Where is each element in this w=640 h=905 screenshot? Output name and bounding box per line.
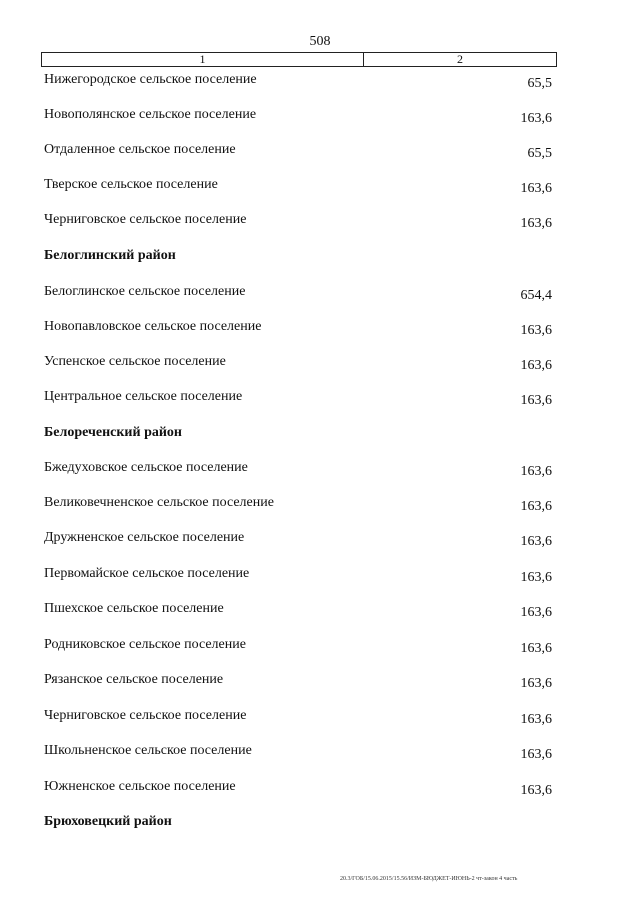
table-row bbox=[44, 743, 556, 763]
settlement-value: 163,6 bbox=[520, 605, 552, 620]
settlement-value: 163,6 bbox=[520, 534, 552, 549]
table-row bbox=[44, 284, 556, 304]
page-number: 508 bbox=[309, 34, 331, 49]
settlement-name: Бжедуховское сельское поселение bbox=[44, 460, 248, 475]
settlement-value: 163,6 bbox=[520, 747, 552, 762]
table-row bbox=[44, 601, 556, 621]
settlement-name: Черниговское сельское поселение bbox=[44, 212, 247, 227]
settlement-value: 65,5 bbox=[527, 76, 552, 91]
settlement-value: 163,6 bbox=[520, 783, 552, 798]
settlement-name: Рязанское сельское поселение bbox=[44, 672, 224, 687]
settlement-name: Дружненское сельское поселение bbox=[44, 530, 245, 545]
settlement-value: 65,5 bbox=[527, 146, 552, 161]
settlement-name: Пшехское сельское поселение bbox=[44, 601, 224, 616]
settlement-value: 163,6 bbox=[520, 111, 552, 126]
settlement-value: 163,6 bbox=[520, 323, 552, 338]
table-row bbox=[44, 107, 556, 127]
settlement-value: 163,6 bbox=[520, 216, 552, 231]
table-row bbox=[44, 460, 556, 480]
table-row bbox=[44, 566, 556, 586]
settlement-name: Школьненское сельское поселение bbox=[44, 743, 252, 758]
settlement-name: Великовечненское сельское поселение bbox=[44, 495, 274, 510]
table-row bbox=[44, 212, 556, 232]
settlement-value: 163,6 bbox=[520, 641, 552, 656]
settlement-name: Успенское сельское поселение bbox=[44, 354, 226, 369]
settlement-name: Нижегородское сельское поселение bbox=[44, 72, 257, 87]
table-row bbox=[44, 672, 556, 692]
settlement-name: Первомайское сельское поселение bbox=[44, 566, 250, 581]
table-row bbox=[44, 354, 556, 374]
table-row bbox=[44, 142, 556, 162]
settlement-name: Отдаленное сельское поселение bbox=[44, 142, 236, 157]
table-row bbox=[44, 319, 556, 339]
settlement-name: Родниковское сельское поселение bbox=[44, 637, 246, 652]
table-row bbox=[44, 177, 556, 197]
settlement-value: 163,6 bbox=[520, 499, 552, 514]
settlement-value: 163,6 bbox=[520, 570, 552, 585]
settlement-value: 163,6 bbox=[520, 181, 552, 196]
district-heading: Брюховецкий район bbox=[44, 814, 172, 829]
settlement-name: Новопавловское сельское поселение bbox=[44, 319, 262, 334]
table-header bbox=[41, 52, 557, 67]
settlement-name: Черниговское сельское поселение bbox=[44, 708, 247, 723]
settlement-name: Новополянское сельское поселение bbox=[44, 107, 257, 122]
table-row bbox=[44, 72, 556, 92]
settlement-value: 163,6 bbox=[520, 676, 552, 691]
settlement-name: Белоглинское сельское поселение bbox=[44, 284, 246, 299]
table-row bbox=[44, 389, 556, 409]
district-heading: Белоглинский район bbox=[44, 248, 176, 263]
settlement-value: 654,4 bbox=[520, 288, 552, 303]
column-2-header: 2 bbox=[457, 52, 463, 66]
document-footer: 20.3/ГОБ/15.06.2015/15.56/ИЗМ-БЮДЖЕТ-ИЮНЬ-2 чт-закон 4 часть bbox=[340, 876, 518, 882]
table-row bbox=[44, 708, 556, 728]
settlement-name: Тверское сельское поселение bbox=[44, 177, 218, 192]
settlement-name: Южненское сельское поселение bbox=[44, 779, 236, 794]
settlement-name: Центральное сельское поселение bbox=[44, 389, 243, 404]
table-row bbox=[44, 530, 556, 550]
column-1-header: 1 bbox=[42, 53, 364, 66]
settlement-value: 163,6 bbox=[520, 464, 552, 479]
table-row bbox=[44, 637, 556, 657]
table-row bbox=[44, 779, 556, 799]
table-row bbox=[44, 495, 556, 515]
settlement-value: 163,6 bbox=[520, 393, 552, 408]
settlement-value: 163,6 bbox=[520, 712, 552, 727]
settlement-value: 163,6 bbox=[520, 358, 552, 373]
district-heading: Белореченский район bbox=[44, 425, 182, 440]
